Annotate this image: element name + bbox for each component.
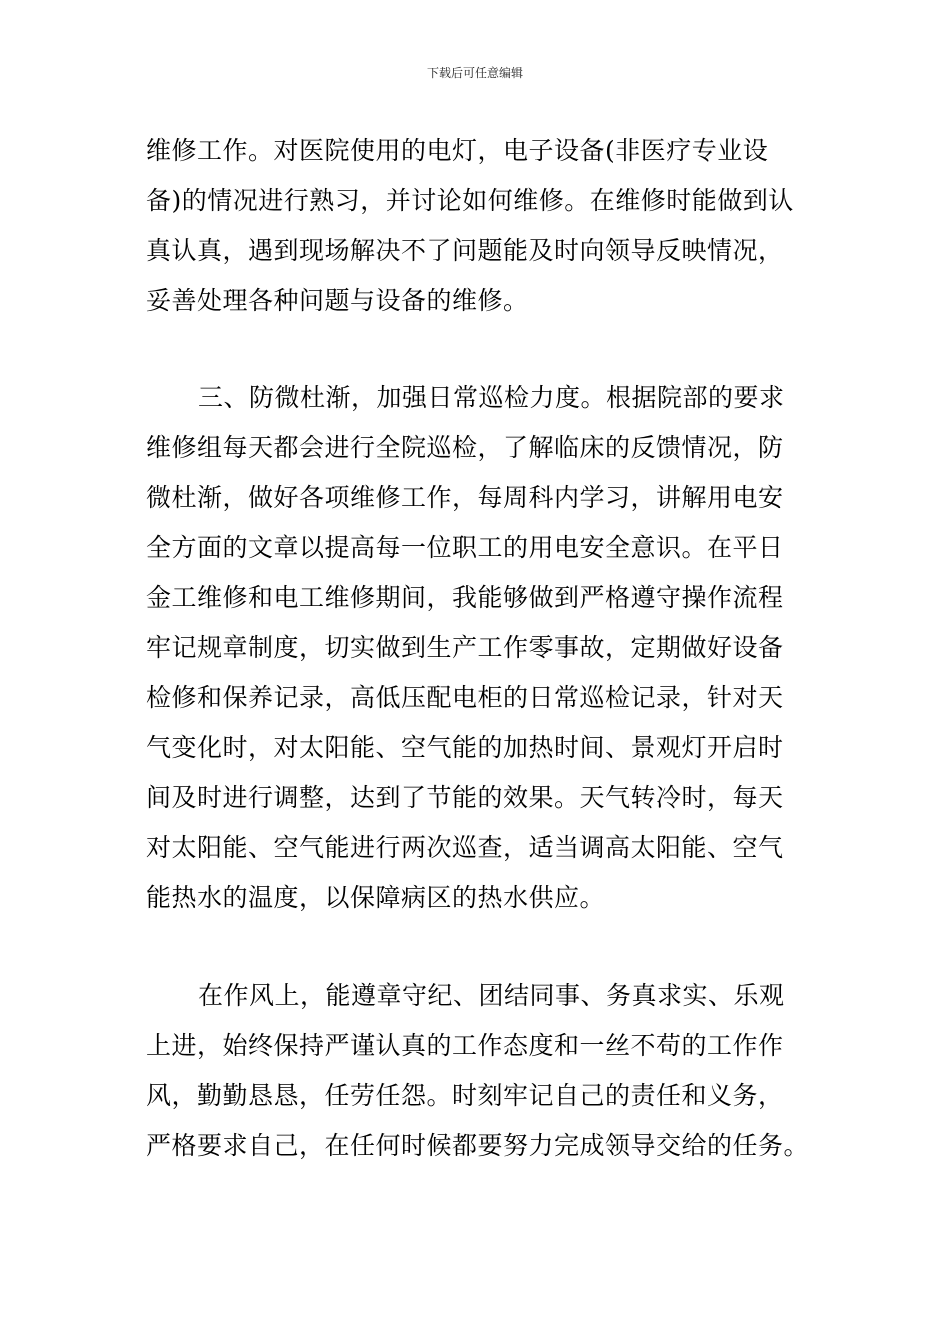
- paragraph-line: 在作风上，能遵章守纪、团结同事、务真求实、乐观: [198, 981, 785, 1010]
- paragraph-line: 维修工作。对医院使用的电灯，电子设备(非医疗专业设: [146, 136, 769, 165]
- paragraph-line: 能热水的温度，以保障病区的热水供应。: [146, 883, 606, 912]
- paragraph-line: 对太阳能、空气能进行两次巡查，适当调高太阳能、空气: [146, 833, 784, 862]
- page-header: 下载后可任意编辑: [426, 66, 523, 80]
- paragraph-line: 检修和保养记录，高低压配电柜的日常巡检记录，针对天: [146, 683, 784, 712]
- paragraph-line: 微杜渐，做好各项维修工作，每周科内学习，讲解用电安: [146, 483, 784, 512]
- paragraph-1: [146, 126, 806, 326]
- paragraph-line: 备)的情况进行熟习，并讨论如何维修。在维修时能做到认: [146, 186, 794, 215]
- paragraph-line: 金工维修和电工维修期间，我能够做到严格遵守操作流程: [146, 583, 784, 612]
- paragraph-line: 风，勤勤恳恳，任劳任怨。时刻牢记自己的责任和义务，: [146, 1081, 784, 1110]
- paragraph-line: 真认真，遇到现场解决不了问题能及时向领导反映情况，: [146, 236, 784, 265]
- paragraph-3: [146, 971, 810, 1171]
- paragraph-line: 上进，始终保持严谨认真的工作态度和一丝不苟的工作作: [146, 1031, 784, 1060]
- paragraph-line: 气变化时，对太阳能、空气能的加热时间、景观灯开启时: [146, 733, 784, 762]
- paragraph-line: 全方面的文章以提高每一位职工的用电安全意识。在平日: [146, 533, 784, 562]
- paragraph-line: 牢记规章制度，切实做到生产工作零事故，定期做好设备: [146, 633, 784, 662]
- paragraph-line: 妥善处理各种问题与设备的维修。: [146, 286, 529, 315]
- paragraph-2: [146, 373, 806, 923]
- paragraph-line: 三、防微杜渐，加强日常巡检力度。根据院部的要求: [198, 383, 785, 412]
- paragraph-line: 严格要求自己，在任何时候都要努力完成领导交给的任务。: [146, 1131, 810, 1160]
- paragraph-line: 维修组每天都会进行全院巡检，了解临床的反馈情况，防: [146, 433, 784, 462]
- paragraph-line: 间及时进行调整，达到了节能的效果。天气转冷时，每天: [146, 783, 784, 812]
